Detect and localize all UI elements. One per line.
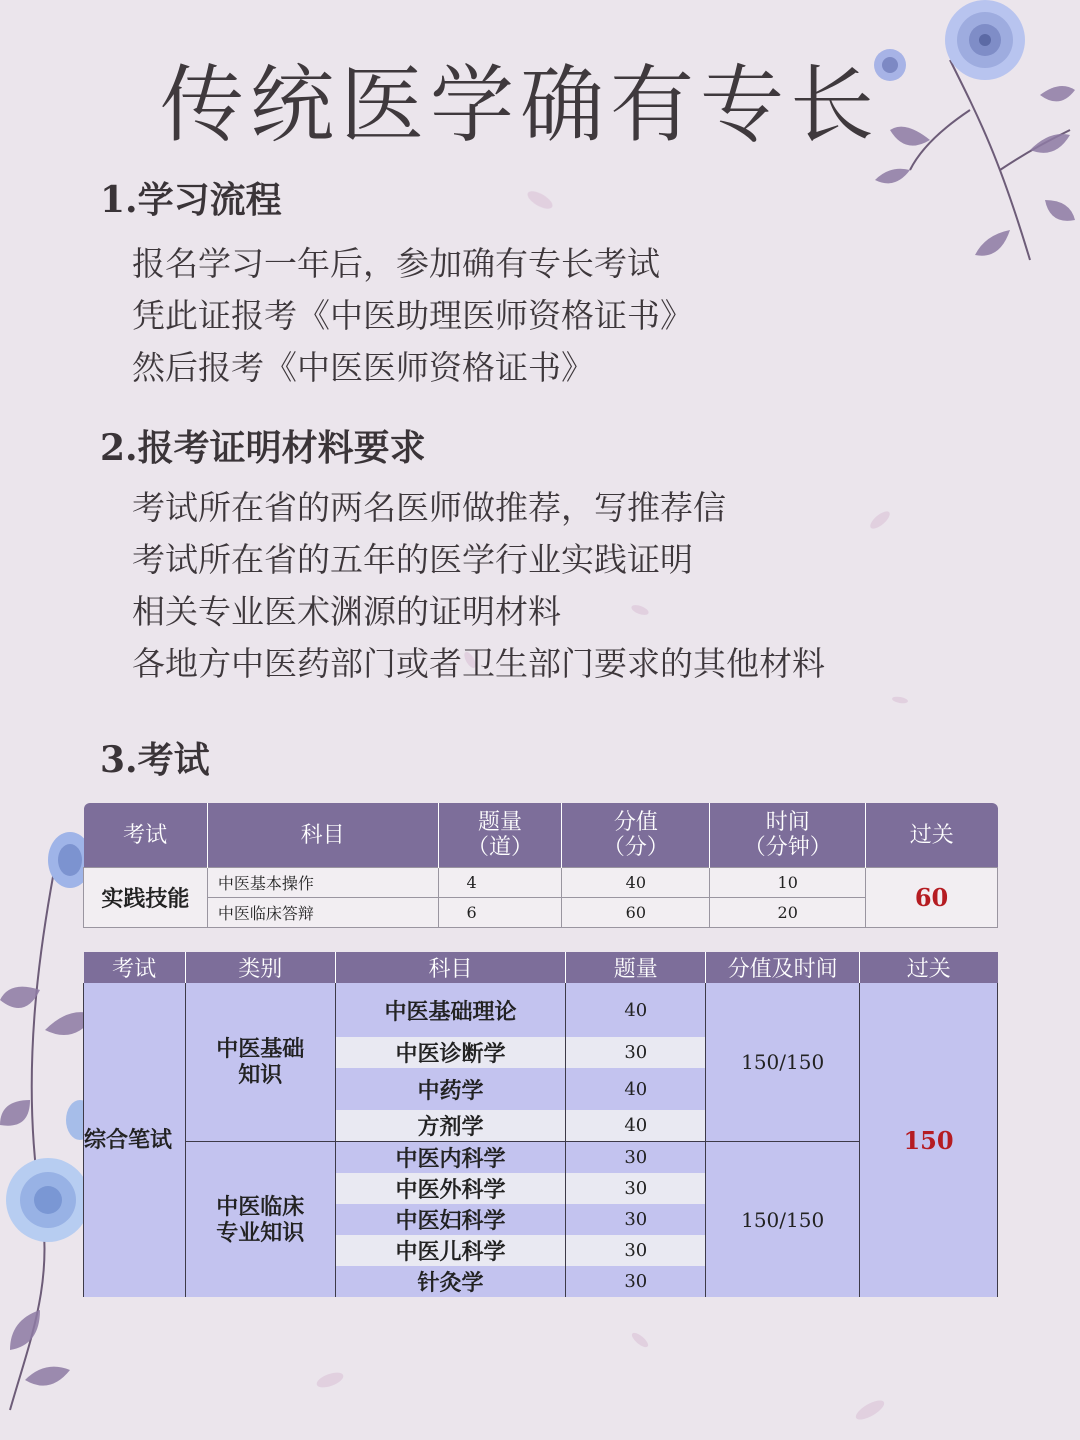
time-cell: 10 (710, 868, 866, 898)
subject-cell: 中医临床答辩 (207, 898, 438, 928)
text-line: 相关专业医术渊源的证明材料 (132, 592, 561, 631)
header-pass: 过关 (866, 803, 998, 868)
qty-cell: 30 (566, 1204, 706, 1235)
pass-cell: 150 (860, 983, 998, 1297)
header-time: 时间 （分钟） (710, 803, 866, 868)
header-score: 分值 （分） (562, 803, 710, 868)
header-subject: 科目 (335, 952, 566, 983)
time-cell: 20 (710, 898, 866, 928)
score-time-cell: 150/150 (706, 983, 860, 1142)
subject-cell: 中医内科学 (335, 1142, 566, 1174)
table-row (84, 983, 998, 1037)
subject-cell: 中医妇科学 (335, 1204, 566, 1235)
subject-cell: 中药学 (335, 1068, 566, 1110)
section-heading-study-process: 1.学习流程 (100, 179, 282, 221)
written-exam-table (83, 952, 998, 1297)
text-line: 凭此证报考《中医助理医师资格证书》 (132, 296, 693, 335)
page-title: 传统医学确有专长 (159, 56, 880, 154)
qty-cell: 30 (566, 1173, 706, 1204)
subject-cell: 针灸学 (335, 1266, 566, 1297)
group-cell: 中医基础 知识 (185, 983, 335, 1142)
qty-cell: 40 (566, 1068, 706, 1110)
header-subject: 科目 (207, 803, 438, 868)
header-category: 类别 (185, 952, 335, 983)
text-line: 报名学习一年后，参加确有专长考试 (132, 244, 660, 283)
subject-cell: 中医基础理论 (335, 983, 566, 1037)
qty-cell: 6 (438, 898, 562, 928)
score-time-cell: 150/150 (706, 1142, 860, 1298)
qty-cell: 40 (566, 1110, 706, 1142)
category-cell: 综合笔试 (84, 983, 186, 1297)
text-line: 考试所在省的五年的医学行业实践证明 (132, 540, 693, 579)
category-cell: 实践技能 (84, 868, 208, 928)
header-score-time: 分值及时间 (706, 952, 860, 983)
qty-cell: 40 (566, 983, 706, 1037)
header-qty: 题量 （道） (438, 803, 562, 868)
group-cell: 中医临床 专业知识 (185, 1142, 335, 1298)
qty-cell: 4 (438, 868, 562, 898)
subject-cell: 中医儿科学 (335, 1235, 566, 1266)
text-line: 各地方中医药部门或者卫生部门要求的其他材料 (132, 644, 825, 683)
subject-cell: 中医外科学 (335, 1173, 566, 1204)
subject-cell: 方剂学 (335, 1110, 566, 1142)
text-line: 然后报考《中医医师资格证书》 (132, 348, 594, 387)
practical-exam-table (83, 803, 998, 928)
qty-cell: 30 (566, 1235, 706, 1266)
pass-cell: 60 (866, 868, 998, 928)
header-exam: 考试 (84, 803, 208, 868)
qty-cell: 30 (566, 1037, 706, 1068)
score-cell: 60 (562, 898, 710, 928)
section-heading-requirements: 2.报考证明材料要求 (100, 427, 426, 469)
header-qty: 题量 (566, 952, 706, 983)
text-line: 考试所在省的两名医师做推荐，写推荐信 (132, 488, 726, 527)
table-row (84, 868, 998, 898)
section-heading-exam: 3.考试 (100, 739, 210, 781)
score-cell: 40 (562, 868, 710, 898)
header-exam: 考试 (84, 952, 186, 983)
table-row (84, 898, 998, 928)
header-pass: 过关 (860, 952, 998, 983)
qty-cell: 30 (566, 1266, 706, 1297)
study-process-text (132, 238, 693, 394)
requirements-text (132, 482, 825, 690)
qty-cell: 30 (566, 1142, 706, 1174)
subject-cell: 中医基本操作 (207, 868, 438, 898)
subject-cell: 中医诊断学 (335, 1037, 566, 1068)
